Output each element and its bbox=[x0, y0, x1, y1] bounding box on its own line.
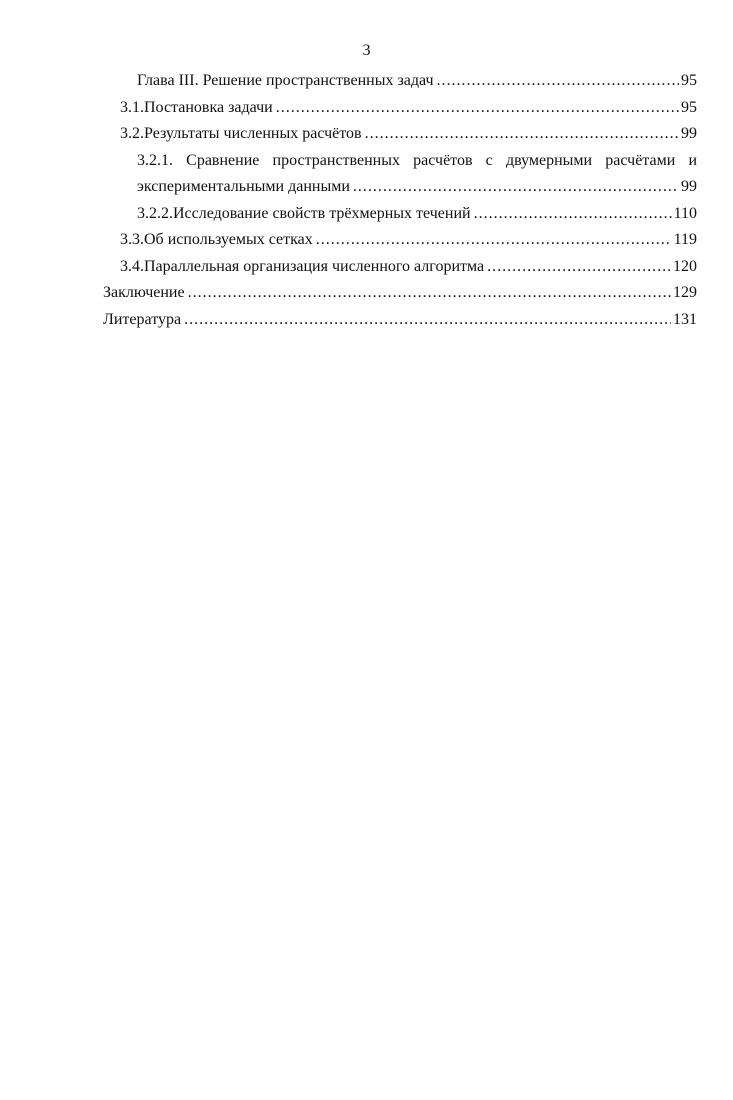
toc-entry-literature[interactable] bbox=[103, 307, 697, 334]
toc-entry-title: Заключение bbox=[103, 284, 185, 301]
leader-dots bbox=[487, 254, 671, 280]
toc-entry-page: 95 bbox=[681, 72, 697, 89]
leader-dots bbox=[188, 280, 671, 306]
toc-entry-title: Глава III. Решение пространственных задач bbox=[137, 72, 434, 89]
toc-entry-page: 120 bbox=[673, 257, 697, 275]
leader-dots bbox=[316, 227, 672, 253]
toc-entry-number: 3.2.2. bbox=[137, 204, 173, 222]
toc-entry-number: 3.4. bbox=[120, 257, 144, 275]
toc-entry-title-line-1 bbox=[103, 148, 697, 175]
toc-entry-conclusion[interactable] bbox=[103, 280, 697, 307]
title-word: пространственных bbox=[272, 151, 400, 169]
leader-dots bbox=[437, 68, 679, 94]
title-word: расчётов bbox=[413, 151, 473, 169]
table-of-contents bbox=[103, 68, 697, 333]
toc-entry-title: Постановка задачи bbox=[144, 98, 273, 116]
toc-entry-number: 3.1. bbox=[120, 98, 144, 116]
toc-entry-page: 129 bbox=[673, 284, 697, 301]
toc-entry-page: 99 bbox=[681, 125, 697, 142]
title-word: Сравнение bbox=[186, 151, 260, 169]
toc-entry-3-2[interactable] bbox=[103, 121, 697, 148]
toc-entry-title-line-2 bbox=[103, 174, 697, 201]
toc-entry-3-3[interactable] bbox=[103, 227, 697, 254]
toc-entry-3-2-2[interactable] bbox=[103, 201, 697, 228]
toc-entry-title: Об используемых сетках bbox=[144, 231, 313, 248]
toc-entry-number: 3.3. bbox=[120, 231, 144, 248]
title-word: и bbox=[688, 151, 697, 169]
toc-entry-chapter-3[interactable] bbox=[103, 68, 697, 95]
title-word: двумерными bbox=[505, 151, 593, 169]
toc-entry-title: Результаты численных расчётов bbox=[144, 125, 362, 142]
toc-entry-title: Параллельная организация численного алгоритма bbox=[144, 257, 485, 275]
toc-entry-title: Литература bbox=[103, 310, 182, 328]
toc-entry-3-2-1[interactable] bbox=[103, 148, 697, 201]
leader-dots bbox=[184, 307, 671, 333]
toc-entry-title: Исследование свойств трёхмерных течений bbox=[173, 204, 471, 222]
toc-entry-page: 131 bbox=[673, 310, 697, 328]
leader-dots bbox=[353, 174, 679, 200]
toc-entry-page: 119 bbox=[673, 231, 697, 248]
leader-dots bbox=[276, 95, 679, 121]
page-number: 3 bbox=[362, 42, 371, 59]
toc-entry-number: 3.2.1. bbox=[137, 151, 173, 169]
title-word: расчётами bbox=[605, 151, 676, 169]
toc-entry-3-1[interactable] bbox=[103, 95, 697, 122]
toc-entry-3-4[interactable] bbox=[103, 254, 697, 281]
toc-entry-page: 99 bbox=[681, 178, 697, 195]
toc-entry-page: 95 bbox=[681, 98, 697, 116]
toc-entry-page: 110 bbox=[673, 204, 697, 222]
toc-entry-title-continuation: экспериментальными данными bbox=[137, 178, 350, 195]
leader-dots bbox=[474, 201, 672, 227]
leader-dots bbox=[365, 121, 679, 147]
toc-entry-number: 3.2. bbox=[120, 125, 144, 142]
title-word: с bbox=[485, 151, 493, 169]
